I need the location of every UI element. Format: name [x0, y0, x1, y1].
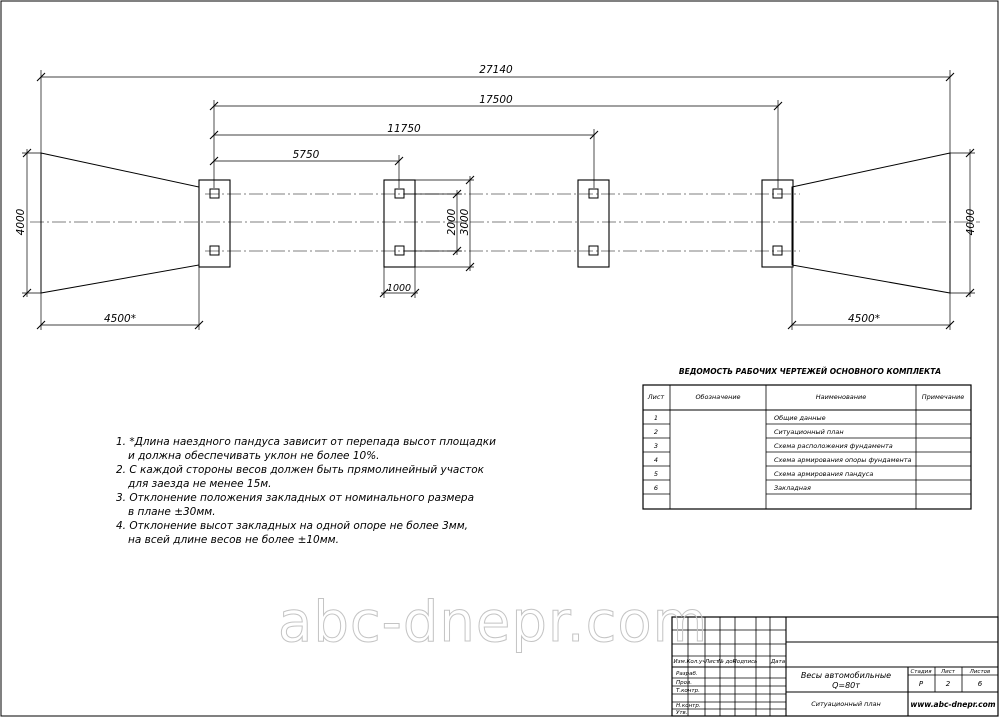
note-line: 3. Отклонение положения закладных от номинального размера: [116, 492, 475, 504]
note-line: в плане ±30мм.: [128, 506, 216, 518]
schedule-row-name: Схема армирования пандуса: [774, 470, 874, 478]
dim-support-length: 3000: [459, 208, 471, 236]
dim-width-left: 4000: [15, 208, 27, 236]
tb-role: Н.контр.: [676, 703, 701, 709]
dim-ramp-right: 4500*: [848, 313, 880, 325]
schedule-row-sheet: 2: [653, 428, 659, 436]
tb-sheet-label: Лист: [941, 669, 955, 675]
schedule-row-sheet: 3: [653, 442, 659, 450]
schedule-header-note: Примечание: [921, 393, 965, 401]
schedule-row-sheet: 4: [653, 456, 659, 464]
plan-view: [30, 153, 980, 293]
tb-sheets: 6: [977, 680, 983, 688]
tb-sheets-label: Листов: [969, 669, 991, 675]
schedule-row-name: Общие данные: [774, 414, 826, 422]
schedule-header-designation: Обозначение: [695, 393, 741, 401]
dim-support-width: 1000: [386, 283, 412, 294]
dim-supports-span: 17500: [479, 94, 513, 106]
support-2: [384, 180, 415, 267]
tb-role: Пров.: [676, 680, 692, 686]
schedule-row-sheet: 5: [653, 470, 659, 478]
schedule-row-name: Закладная: [774, 484, 811, 492]
tb-col-header: Кол.уч: [686, 659, 706, 665]
title-block: [672, 617, 998, 716]
general-notes: [116, 435, 546, 547]
tb-sheet-name: Ситуационный план: [811, 700, 881, 708]
note-line: 2. С каждой стороны весов должен быть прямолинейный участок: [116, 464, 484, 476]
schedule-row-sheet: 1: [653, 414, 659, 422]
tb-sheet: 2: [945, 680, 951, 688]
left-ramp: [41, 153, 199, 293]
tb-col-header: Изм.: [673, 659, 687, 665]
note-line: 4. Отклонение высот закладных на одной опоре не более 3мм,: [116, 520, 468, 532]
support-1: [199, 180, 230, 267]
tb-col-header: № док: [718, 659, 736, 665]
dim-overall: 27140: [479, 64, 513, 76]
dimension-lines: [22, 70, 975, 330]
dim-first-span: 5750: [292, 149, 320, 161]
schedule-header-name: Наименование: [815, 393, 867, 401]
dim-second-span: 11750: [387, 123, 421, 135]
schedule-row-name: Ситуационный план: [774, 428, 844, 436]
note-line: 1. *Длина наездного пандуса зависит от перепада высот площадки: [116, 436, 496, 448]
center-lines: [30, 194, 980, 251]
schedule-header-sheet: Лист: [647, 393, 665, 401]
tb-col-header: Дата: [770, 659, 786, 665]
dimension-texts: [15, 64, 977, 325]
schedule-row-name: Схема расположения фундамента: [774, 442, 893, 450]
note-line: для заезда не менее 15м.: [128, 478, 272, 490]
tb-website: www.abc-dnepr.com: [910, 700, 996, 709]
support-4: [762, 180, 793, 267]
tb-stage-label: Стадия: [910, 669, 932, 675]
dim-ramp-left: 4500*: [104, 313, 136, 325]
tb-col-header: Лист: [705, 659, 719, 665]
note-line: на всей длине весов не более ±10мм.: [128, 534, 339, 546]
note-line: и должна обеспечивать уклон не более 10%.: [128, 450, 380, 462]
schedule-title: ВЕДОМОСТЬ РАБОЧИХ ЧЕРТЕЖЕЙ ОСНОВНОГО КОМПЛЕКТА: [678, 367, 942, 376]
tb-role: Т.контр.: [676, 688, 700, 694]
tb-stage: Р: [918, 680, 924, 688]
tb-role: Утв.: [676, 710, 688, 716]
dim-anchor-spacing: 2000: [446, 208, 458, 236]
tb-product-spec: Q=80т: [832, 681, 860, 690]
drawings-schedule: [643, 367, 971, 509]
schedule-row-sheet: 6: [653, 484, 659, 492]
tb-col-header: Подпись: [732, 659, 758, 665]
support-3: [578, 180, 609, 267]
right-ramp: [792, 153, 950, 293]
watermark: abc-dnepr.com: [278, 590, 709, 655]
dim-width-right: 4000: [965, 208, 977, 236]
schedule-row-name: Схема армирования опоры фундамента: [774, 456, 912, 464]
tb-product: Весы автомобильные: [800, 671, 892, 680]
tb-role: Разраб.: [676, 671, 698, 677]
